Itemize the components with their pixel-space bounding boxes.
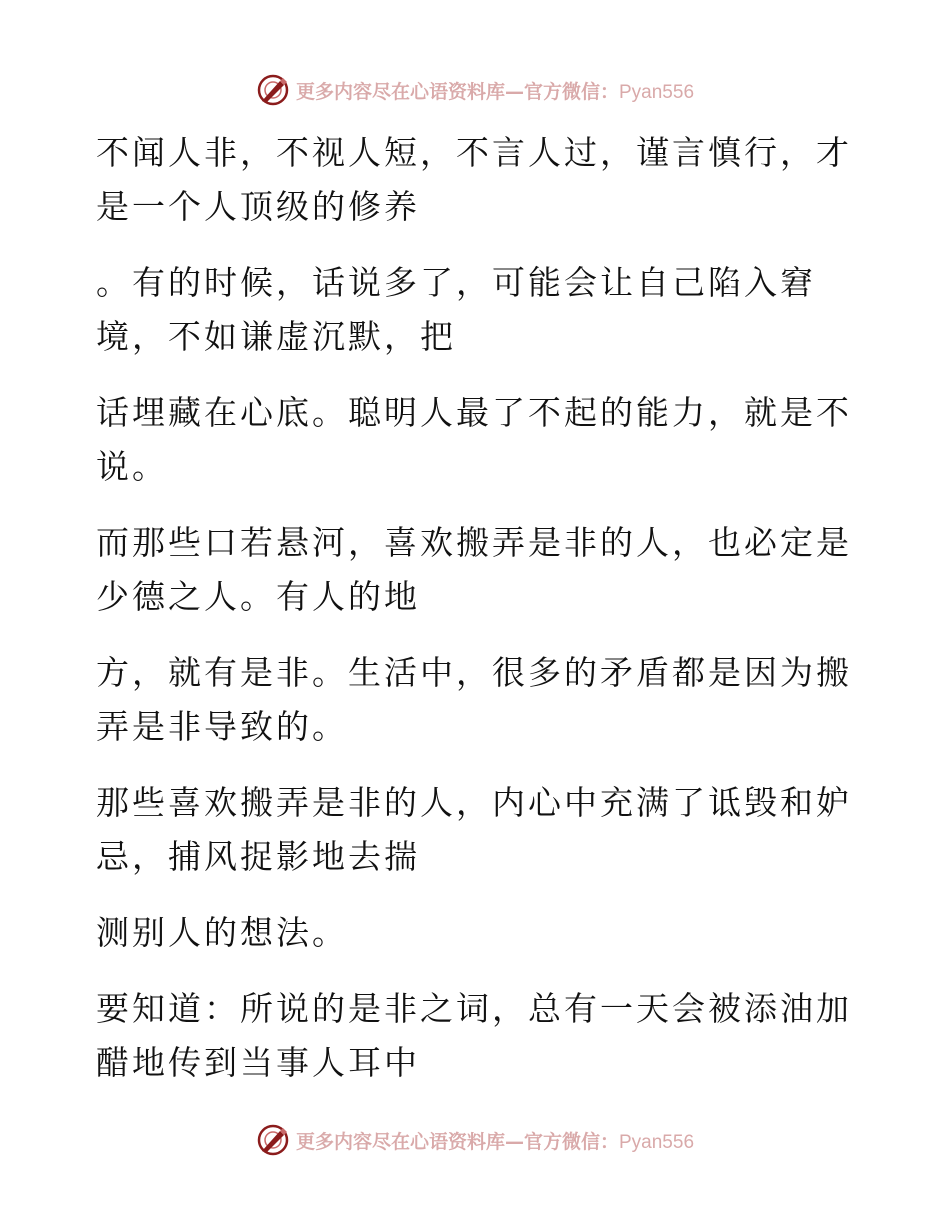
footer-watermark: [0, 1120, 950, 1160]
text-line: 说。: [96, 447, 168, 486]
document-body: [96, 126, 852, 1112]
paragraph: [96, 386, 852, 494]
watermark-text: 更多内容尽在心语资料库: [295, 1130, 505, 1153]
watermark-id: Pyan556: [619, 1131, 695, 1153]
pen-logo-icon: [256, 73, 290, 107]
watermark-text: 更多内容尽在心语资料库: [295, 80, 505, 103]
watermark-contact: 官方微信：: [523, 80, 619, 103]
text-line: 少德之人。有人的地: [96, 577, 420, 616]
text-line: 弄是非导致的。: [96, 707, 348, 746]
text-line: 话埋藏在心底。聪明人最了不起的能力，就是不: [96, 393, 852, 432]
text-line: 方，就有是非。生活中，很多的矛盾都是因为搬: [96, 653, 852, 692]
watermark-separator: —: [504, 80, 524, 103]
text-line: 要知道：所说的是非之词，总有一天会被添油加: [96, 989, 852, 1028]
watermark-id: Pyan556: [619, 81, 695, 103]
text-line: 境，不如谦虚沉默，把: [96, 317, 456, 356]
text-line: 是一个人顶级的修养: [96, 187, 420, 226]
text-line: 醋地传到当事人耳中: [96, 1043, 420, 1082]
paragraph: [96, 776, 852, 884]
pen-logo-icon: [256, 1123, 290, 1157]
watermark-contact: 官方微信：: [523, 1130, 619, 1153]
paragraph: [96, 982, 852, 1090]
text-line: 测别人的想法。: [96, 913, 348, 952]
paragraph: [96, 256, 836, 364]
watermark-separator: —: [504, 1130, 524, 1153]
text-line: 那些喜欢搬弄是非的人，内心中充满了诋毁和妒: [96, 783, 852, 822]
paragraph: [96, 126, 852, 234]
paragraph: [96, 646, 852, 754]
watermark-label: [296, 1127, 694, 1154]
paragraph: [96, 516, 852, 624]
text-line: 。有的时候，话说多了，可能会让自己陷入窘: [96, 263, 816, 302]
header-watermark: [0, 70, 950, 110]
text-line: 而那些口若悬河，喜欢搬弄是非的人，也必定是: [96, 523, 852, 562]
text-line: 不闻人非，不视人短，不言人过，谨言慎行，才: [96, 133, 852, 172]
watermark-label: [296, 77, 694, 104]
paragraph: [96, 906, 836, 960]
text-line: 忌，捕风捉影地去揣: [96, 837, 420, 876]
